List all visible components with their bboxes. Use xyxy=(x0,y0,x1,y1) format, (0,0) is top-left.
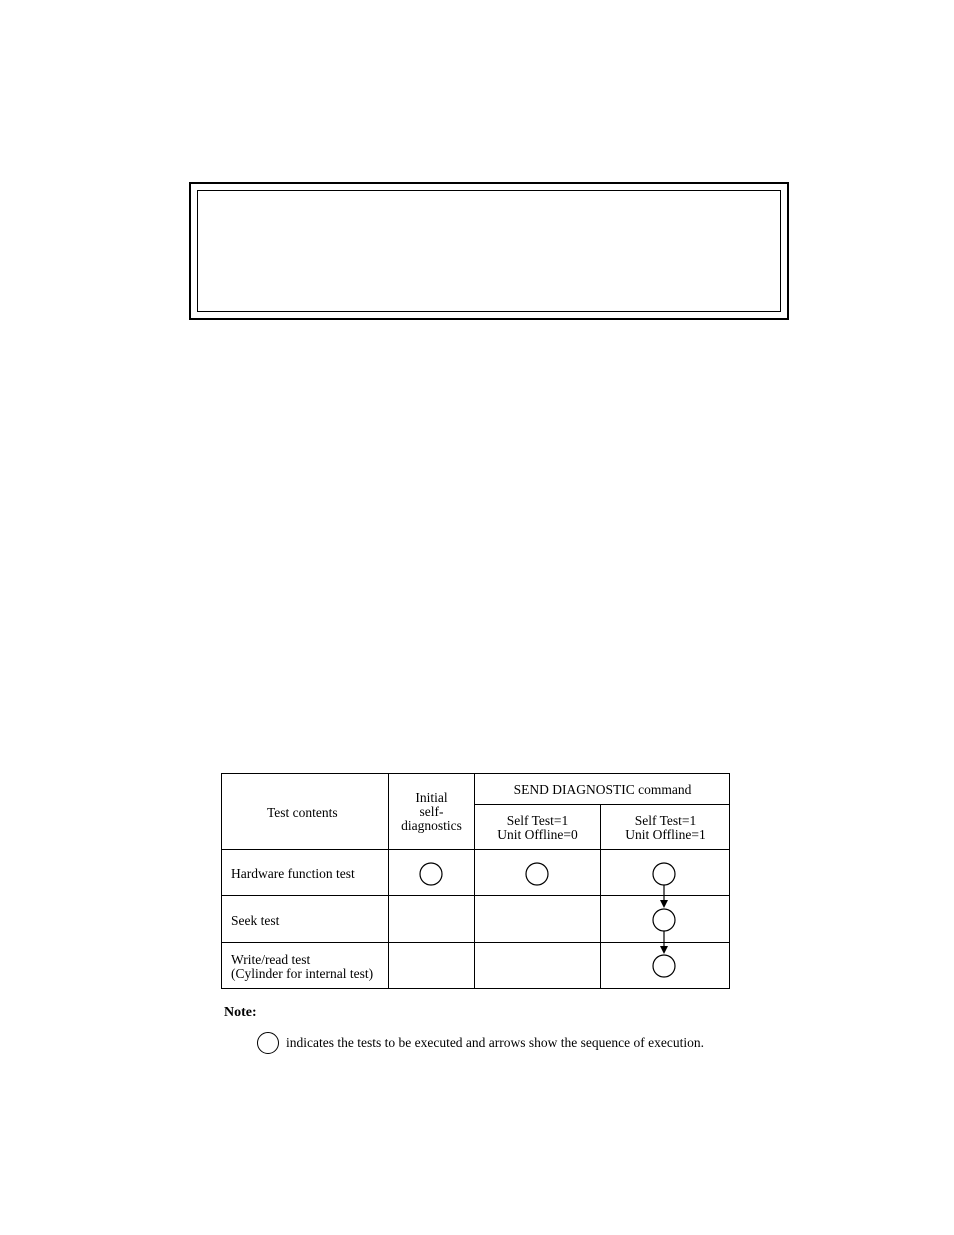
row-label-write-read-test-detail: (Cylinder for internal test) xyxy=(231,966,374,981)
header-col3-line2: Unit Offline=0 xyxy=(497,827,578,842)
test-marker-row3-offline1 xyxy=(653,955,675,977)
row-label-write-read-test: Write/read test xyxy=(231,952,311,967)
test-marker-row2-offline1 xyxy=(653,909,675,931)
note-circle-icon xyxy=(257,1032,279,1054)
header-col3-line1: Self Test=1 xyxy=(506,813,569,828)
header-send-diagnostic: SEND DIAGNOSTIC command xyxy=(513,782,692,797)
header-initial-line2: self- xyxy=(419,804,444,819)
header-initial-line1: Initial xyxy=(415,790,448,805)
note-title: Note: xyxy=(224,1005,257,1020)
header-initial-line3: diagnostics xyxy=(401,818,462,833)
header-test-contents: Test contents xyxy=(267,805,338,820)
row-label-seek-test: Seek test xyxy=(231,913,280,928)
row-label-hardware-function-test: Hardware function test xyxy=(231,866,355,881)
sequence-arrow-1 xyxy=(660,885,668,908)
header-col4-line2: Unit Offline=1 xyxy=(625,827,706,842)
boxed-frame xyxy=(189,182,789,320)
test-marker-row1-offline0 xyxy=(526,863,548,885)
test-sequence-table xyxy=(221,773,730,989)
test-marker-row1-offline1 xyxy=(653,863,675,885)
header-col4-line1: Self Test=1 xyxy=(634,813,697,828)
note-text: indicates the tests to be executed and arrows show the sequence of execution. xyxy=(286,1035,704,1050)
boxed-frame-inner xyxy=(197,190,781,312)
test-marker-row1-initial xyxy=(420,863,442,885)
